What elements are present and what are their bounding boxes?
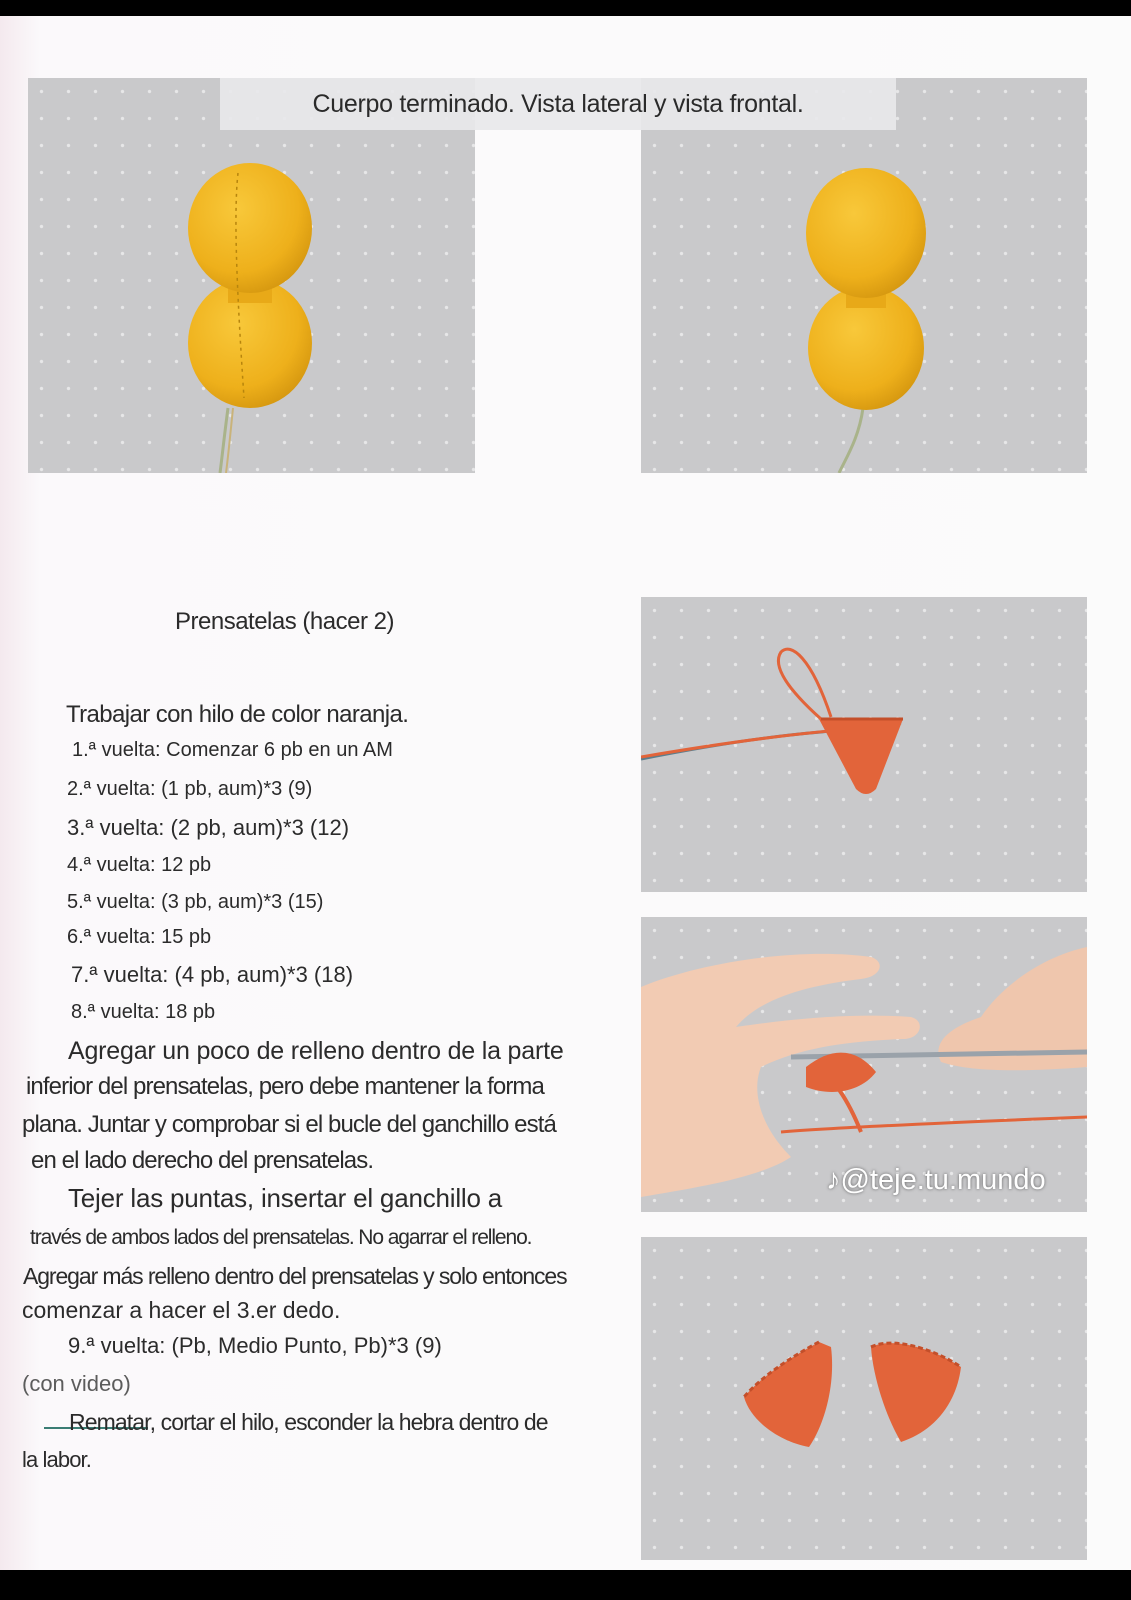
tiktok-watermark [826, 1164, 1046, 1197]
round-9: 9.ª vuelta: (Pb, Medio Punto, Pb)*3 (9) [68, 1333, 442, 1358]
round-5: 5.ª vuelta: (3 pb, aum)*3 (15) [67, 891, 324, 913]
round-7: 7.ª vuelta: (4 pb, aum)*3 (18) [71, 962, 354, 987]
photo-caption: Cuerpo terminado. Vista lateral y vista frontal. [312, 90, 804, 118]
round-3: 3.ª vuelta: (2 pb, aum)*3 (12) [67, 815, 350, 840]
photo-body-front-view [641, 78, 1087, 473]
photo-body-side-view [28, 78, 475, 473]
closing-line2: la labor. [22, 1447, 91, 1472]
paragraph1-line3: plana. Juntar y comprobar si el bucle del ganchillo está [22, 1111, 556, 1138]
orange-triangle-illustration [641, 597, 1087, 892]
closing-line1: Rematar, cortar el hilo, esconder la hebra dentro de [69, 1409, 548, 1435]
watermark-handle: @teje.tu.mundo [840, 1164, 1046, 1196]
video-link[interactable]: (con video) [22, 1371, 131, 1396]
paragraph1-line1: Agregar un poco de relleno dentro de la parte [68, 1037, 564, 1065]
round-1: 1.ª vuelta: Comenzar 6 pb en un AM [72, 739, 393, 761]
pattern-page [0, 16, 1131, 1570]
yellow-body-side-illustration [28, 78, 475, 473]
round-4: 4.ª vuelta: 12 pb [67, 854, 212, 876]
round-2: 2.ª vuelta: (1 pb, aum)*3 (9) [67, 778, 313, 800]
round-8: 8.ª vuelta: 18 pb [71, 1001, 216, 1023]
paragraph1-line2: inferior del prensatelas, pero debe mantener la forma [26, 1073, 544, 1100]
orange-pieces-illustration [641, 1237, 1087, 1560]
paragraph2-line4: comenzar a hacer el 3.er dedo. [22, 1297, 341, 1323]
bottom-bar [0, 1570, 1131, 1600]
paragraph2-line1: Tejer las puntas, insertar el ganchillo a [68, 1183, 503, 1213]
paragraph2-line2: través de ambos lados del prensatelas. No agarrar el relleno. [30, 1226, 532, 1249]
round-6: 6.ª vuelta: 15 pb [67, 926, 212, 948]
paragraph1-line4: en el lado derecho del prensatelas. [31, 1147, 374, 1174]
intro-line: Trabajar con hilo de color naranja. [66, 701, 409, 728]
tiktok-icon: ♪ [826, 1164, 841, 1196]
photo-foot-start [641, 597, 1087, 892]
paragraph2-line3: Agregar más relleno dentro del prensatelas y solo entonces [23, 1263, 567, 1289]
photo-two-finished-pieces [641, 1237, 1087, 1560]
yellow-body-front-illustration [641, 78, 1087, 473]
section-title: Prensatelas (hacer 2) [175, 608, 394, 635]
